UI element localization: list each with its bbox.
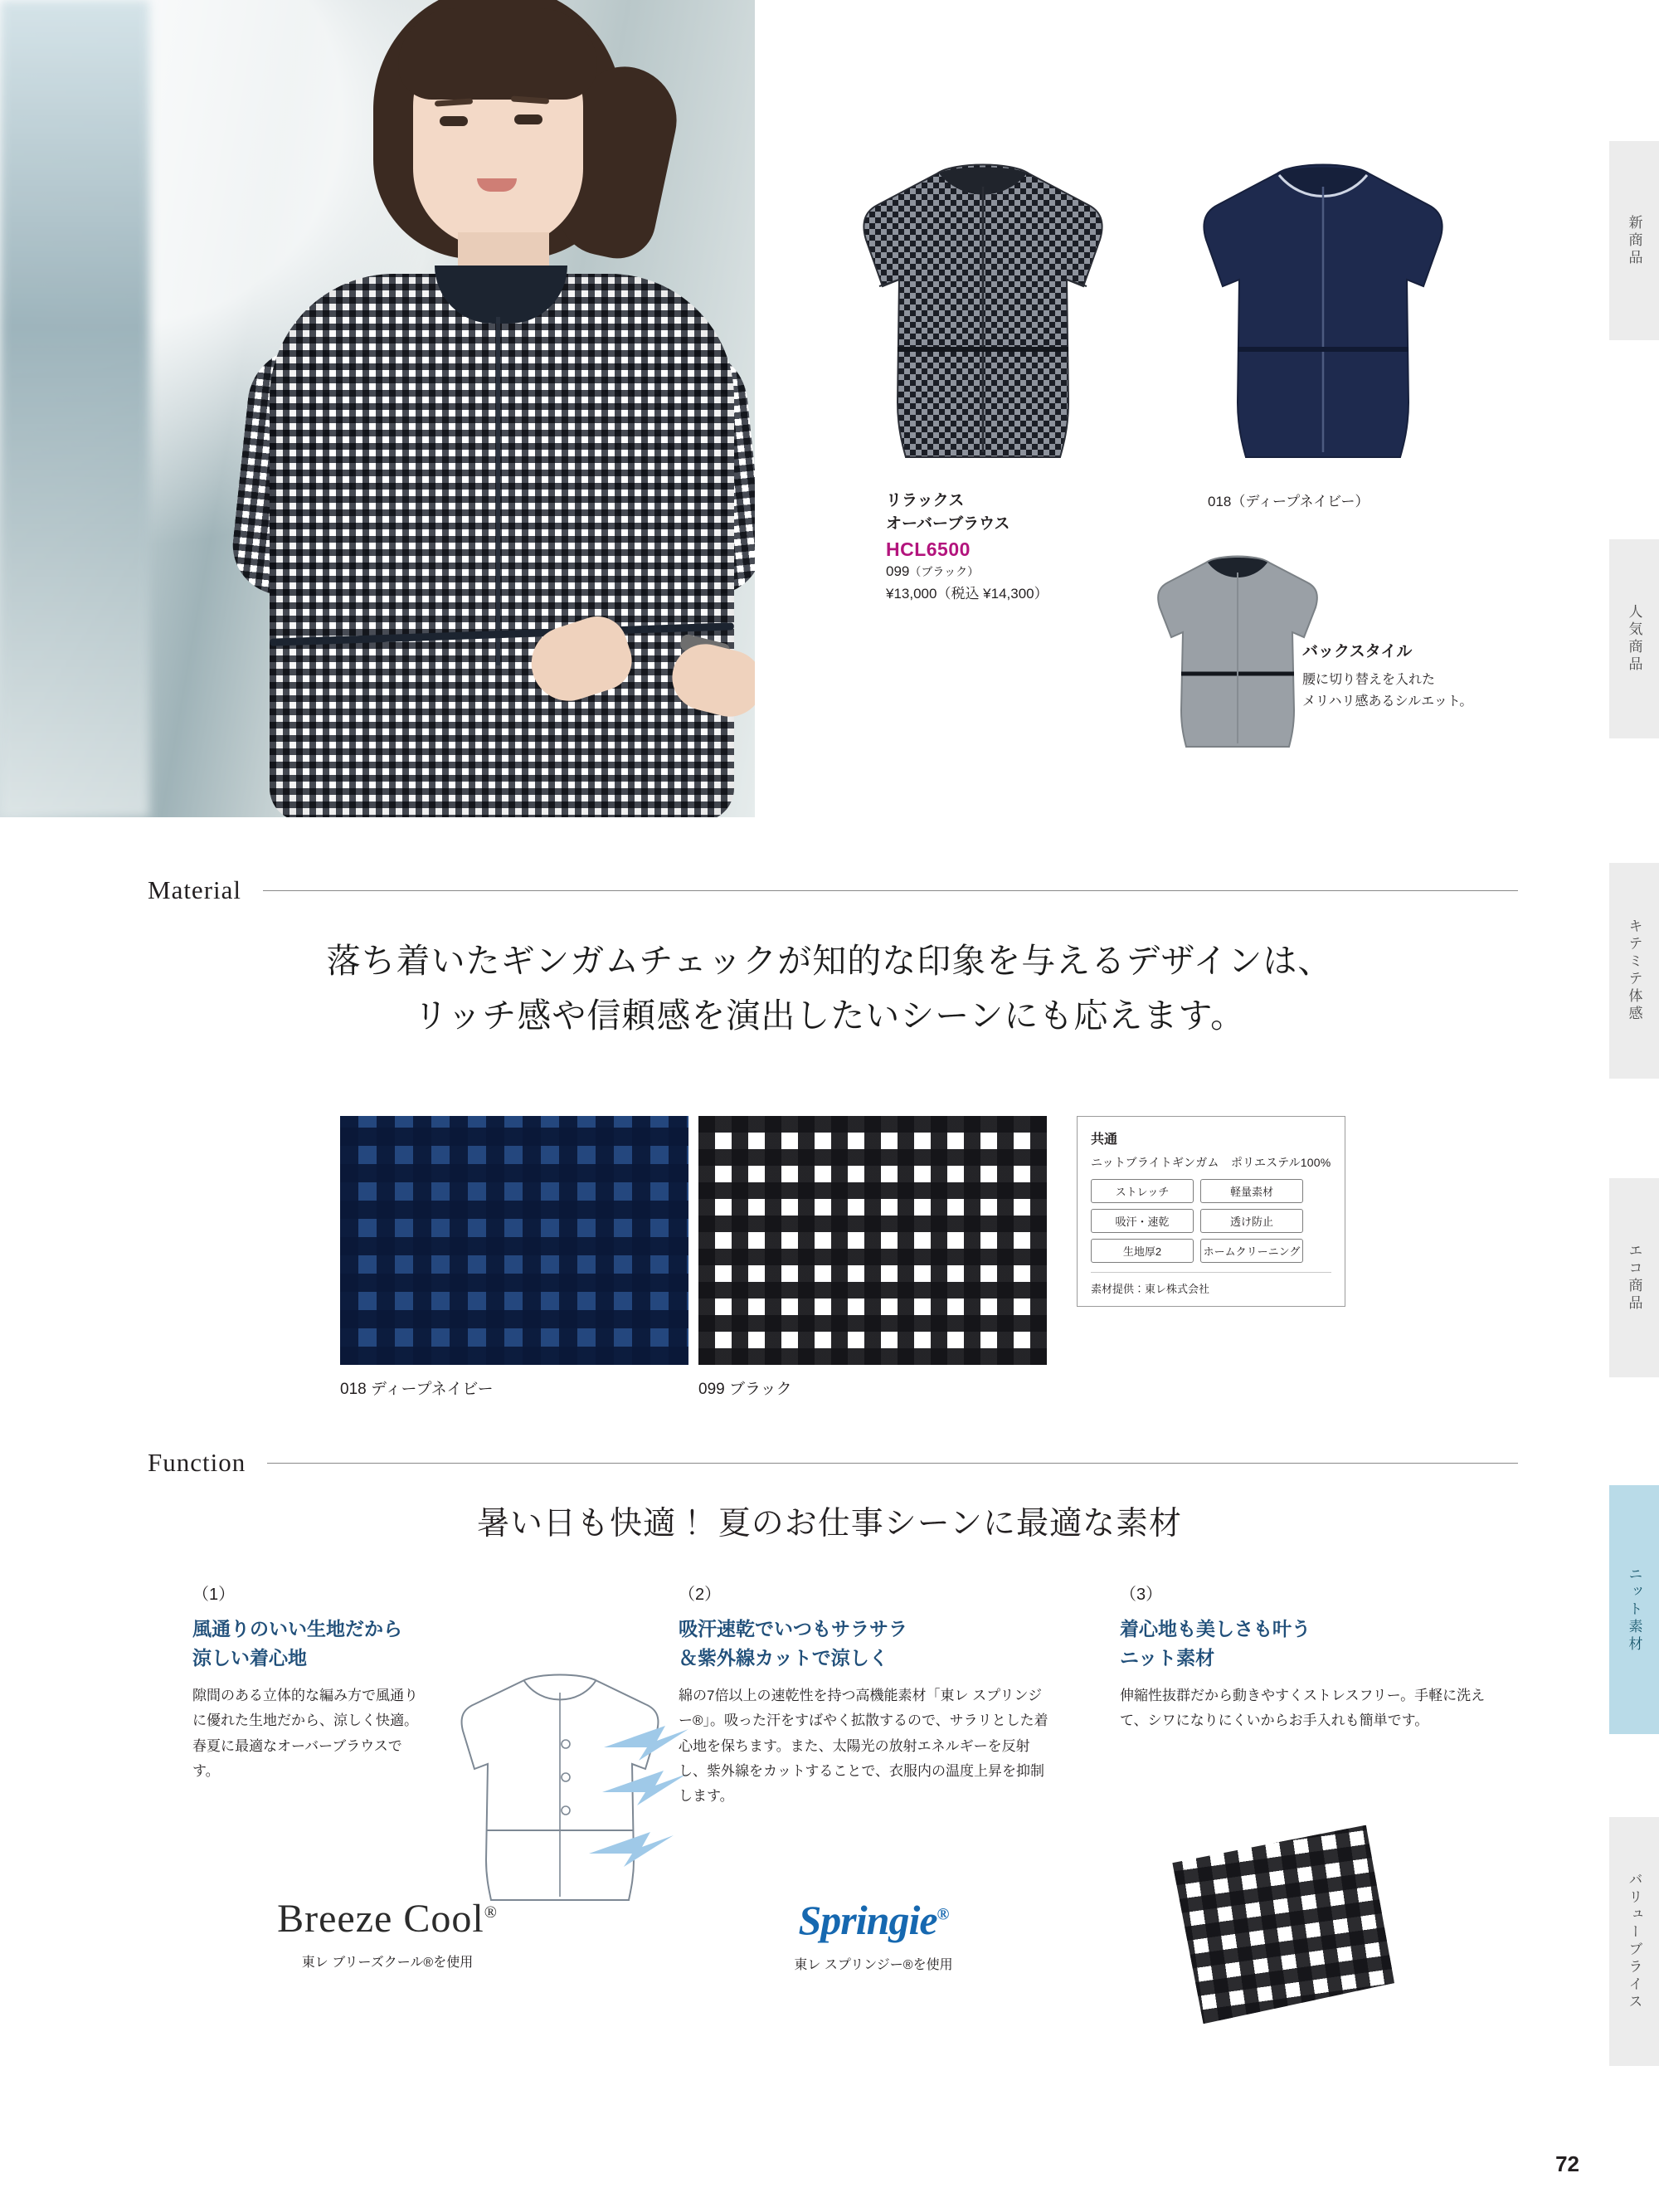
function-column-2-sub-line1: 吸汗速乾でいつもサラサラ — [679, 1618, 907, 1640]
section-label-material: Material — [148, 875, 242, 904]
page-number: 72 — [1555, 2151, 1579, 2176]
spec-chip: 吸汗・速乾 — [1091, 1209, 1194, 1233]
sidebar-tab-label: 人気商品 — [1626, 604, 1642, 674]
blouse-line-drawing — [440, 1668, 713, 1917]
blouse-back-svg — [1146, 548, 1329, 755]
swatch-black-label: 099 ブラック — [698, 1381, 792, 1398]
function-column-3-sub-line2: ニット素材 — [1120, 1646, 1215, 1669]
sidebar-tab-knit-material[interactable] — [1608, 1485, 1659, 1734]
blouse-black-svg — [846, 153, 1120, 477]
model-eye-left — [440, 116, 468, 126]
brand-breeze-name: Breeze Cool — [277, 1897, 484, 1941]
product-color-black-note: （ブラック） — [909, 565, 980, 579]
swatch-navy-image — [340, 1116, 688, 1365]
function-column-1-sub-line2: 涼しい着心地 — [192, 1646, 307, 1669]
brand-springie-caption: 東レ スプリンジー®を使用 — [794, 1958, 953, 1972]
function-column-2-number: （2） — [679, 1586, 722, 1604]
sidebar-tab-new-products[interactable] — [1608, 141, 1659, 340]
product-caption-black — [886, 490, 1048, 602]
breeze-illustration — [440, 1668, 713, 1917]
spec-chip: 生地厚2 — [1091, 1239, 1194, 1263]
function-column-1-body: 隙間のある立体的な編み方で風通りに優れた生地だから、涼しく快適。春夏に最適なオーバーブラウスです。 — [192, 1688, 418, 1779]
swatch-black-image — [698, 1116, 1047, 1365]
section-header-function — [148, 1448, 1518, 1478]
product-photo-navy — [1186, 153, 1460, 477]
side-tab-rail — [1609, 0, 1659, 2212]
model-illustration — [100, 0, 680, 817]
section-header-material — [148, 875, 1518, 905]
material-lead-line1: 落ち着いたギンガムチェックが知的な印象を与えるデザインは、 — [326, 942, 1333, 980]
material-lead-line2: リッチ感や信頼感を演出したいシーンにも応えます。 — [413, 996, 1246, 1035]
section-label-function: Function — [148, 1448, 246, 1477]
sidebar-tab-eco-products[interactable] — [1608, 1178, 1659, 1377]
backstyle-caption — [1302, 639, 1576, 712]
function-column-3-body: 伸縮性抜群だから動きやすくストレスフリー。手軽に洗えて、シワになりにくいからお手入れも簡単です。 — [1120, 1688, 1486, 1729]
brand-breeze-caption: 東レ ブリーズクール®を使用 — [301, 1956, 474, 1970]
model-eye-right — [514, 114, 542, 124]
function-column-3-number: （3） — [1120, 1586, 1163, 1604]
swatch-navy — [340, 1116, 688, 1398]
backstyle-text-line1: 腰に切り替えを入れた — [1302, 673, 1436, 687]
product-name-line1: リラックス — [886, 492, 965, 509]
swatch-black — [698, 1116, 1047, 1398]
spec-chip: ホームクリーニング — [1200, 1239, 1303, 1263]
brand-breeze-reg: ® — [484, 1903, 498, 1922]
sidebar-tab-value-price[interactable] — [1608, 1817, 1659, 2066]
brand-springie-name: Springie — [798, 1897, 937, 1943]
function-column-1-sub-line1: 風通りのいい生地だから — [192, 1618, 402, 1640]
product-name-line2: オーバーブラウス — [886, 514, 1010, 533]
blouse-navy-svg — [1186, 153, 1460, 477]
function-column-3 — [1120, 1581, 1510, 1734]
sidebar-tab-label: エコ商品 — [1626, 1243, 1642, 1313]
product-color-black-number: 099 — [886, 563, 910, 580]
sidebar-tab-label: ニット素材 — [1626, 1566, 1642, 1654]
function-column-2-sub-line2: ＆紫外線カットで涼しく — [679, 1646, 888, 1669]
product-caption-navy — [1208, 490, 1369, 510]
section-rule-function — [267, 1463, 1518, 1464]
material-spec-box — [1077, 1116, 1345, 1307]
brand-springie-reg: ® — [937, 1905, 949, 1924]
sidebar-tab-label: キテミテ体感 — [1626, 918, 1642, 1023]
hero-model-photo — [0, 0, 755, 817]
backstyle-text-line2: メリハリ感あるシルエット。 — [1302, 694, 1473, 709]
spec-chip: 透け防止 — [1200, 1209, 1303, 1233]
product-color-navy: 018（ディープネイビー） — [1208, 494, 1370, 509]
product-photo-backstyle — [1146, 548, 1329, 755]
backstyle-title: バックスタイル — [1302, 643, 1413, 660]
spec-title: 共通 — [1091, 1133, 1118, 1147]
sidebar-tab-kitemite[interactable] — [1608, 863, 1659, 1079]
brand-breeze-cool — [192, 1896, 582, 1971]
swatch-navy-label: 018 ディープネイビー — [340, 1381, 494, 1398]
spec-chip: ストレッチ — [1091, 1179, 1194, 1203]
sidebar-tab-label: バリューブライス — [1626, 1872, 1642, 2011]
model-blouse-body — [270, 274, 734, 817]
brand-springie — [679, 1896, 1068, 1973]
product-code: HCL6500 — [886, 538, 971, 561]
model-front-placket — [496, 317, 500, 665]
spec-source: 素材提供：東レ株式会社 — [1091, 1272, 1331, 1296]
fabric-sample-photo — [1167, 1825, 1397, 2026]
material-lead-text — [124, 933, 1535, 1044]
spec-composition: ニットブライトギンガム ポリエステル100% — [1091, 1156, 1331, 1169]
model-fringe — [398, 8, 597, 100]
function-column-2 — [679, 1581, 1068, 1809]
sidebar-tab-label: 新商品 — [1626, 214, 1642, 267]
function-column-2-body: 綿の7倍以上の速乾性を持つ高機能素材「東レ スプリンジー®」。吸った汗をすばやく拡散するので、サラリとした着心地を保ちます。また、太陽光の放射エネルギーを反射し、紫外線をカットすることで、衣服内の温度上昇を抑制します。 — [679, 1688, 1048, 1804]
product-price: ¥13,000（税込 ¥14,300） — [886, 586, 1048, 602]
function-heading: 暑い日も快適！ 夏のお仕事シーンに最適な素材 — [477, 1506, 1182, 1542]
product-photo-black — [846, 153, 1120, 477]
function-column-3-sub-line1: 着心地も美しさも叶う — [1120, 1618, 1311, 1640]
section-rule-material — [263, 890, 1518, 891]
spec-chip: 軽量素材 — [1200, 1179, 1303, 1203]
spec-chip-list — [1091, 1179, 1331, 1263]
function-column-1-number: （1） — [192, 1586, 236, 1604]
sidebar-tab-popular-products[interactable] — [1608, 539, 1659, 738]
